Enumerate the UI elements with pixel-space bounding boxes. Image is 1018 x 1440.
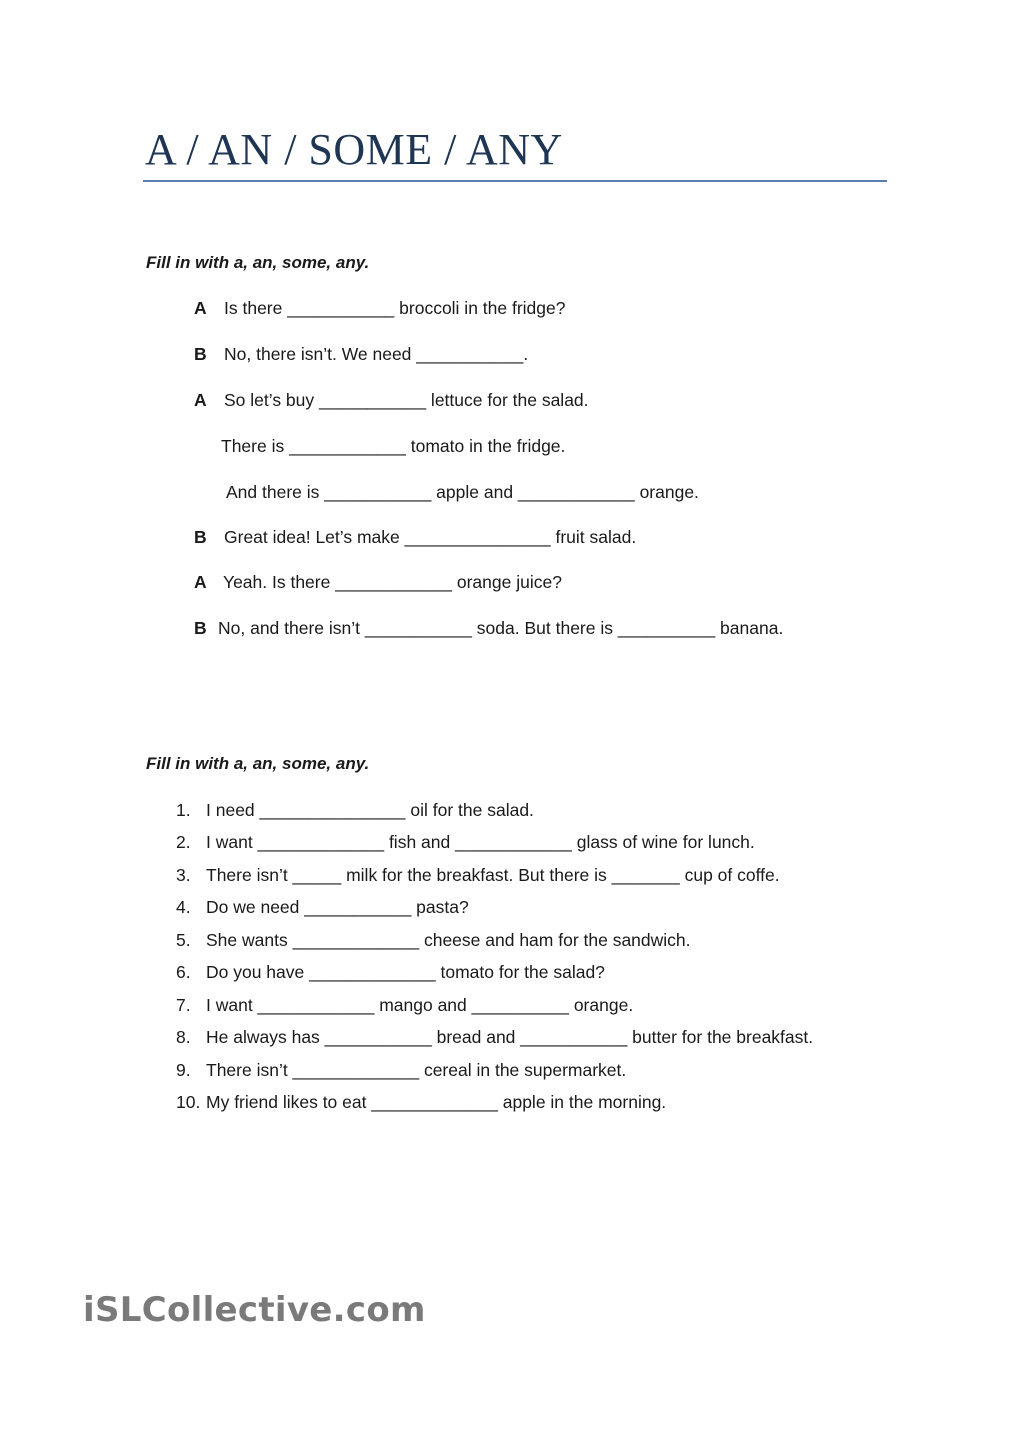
item-text: Do you have _____________ tomato for the salad? xyxy=(206,962,605,982)
list-item xyxy=(176,961,605,983)
list-item xyxy=(176,1091,666,1113)
dialogue-line xyxy=(194,526,636,548)
dialogue-text: No, and there isn’t ___________ soda. But there is __________ banana. xyxy=(218,618,784,638)
speaker-label: A xyxy=(194,298,207,318)
dialogue-line xyxy=(221,435,565,457)
list-item xyxy=(176,929,691,951)
list-item xyxy=(176,1026,813,1048)
dialogue-line xyxy=(226,481,699,503)
item-text: Do we need ___________ pasta? xyxy=(206,897,469,917)
list-item xyxy=(176,799,534,821)
dialogue-line xyxy=(194,389,589,411)
speaker-label: A xyxy=(194,390,207,410)
dialogue-line xyxy=(194,297,566,319)
item-number: 10. xyxy=(176,1092,201,1112)
item-text: She wants _____________ cheese and ham for the sandwich. xyxy=(206,930,691,950)
dialogue-line xyxy=(194,571,562,593)
dialogue-text: No, there isn’t. We need ___________. xyxy=(224,344,529,364)
dialogue-text: There is ____________ tomato in the fridge. xyxy=(221,436,566,456)
list-item xyxy=(176,831,755,853)
item-number: 3. xyxy=(176,865,191,885)
title-underline xyxy=(143,180,887,182)
item-text: I want ____________ mango and __________ orange. xyxy=(206,995,634,1015)
item-number: 1. xyxy=(176,800,191,820)
item-number: 2. xyxy=(176,832,191,852)
item-text: I want _____________ fish and ____________ glass of wine for lunch. xyxy=(206,832,755,852)
item-text: I need _______________ oil for the salad. xyxy=(206,800,534,820)
dialogue-text: Is there ___________ broccoli in the fridge? xyxy=(224,298,566,318)
item-text: My friend likes to eat _____________ apple in the morning. xyxy=(206,1092,667,1112)
list-item xyxy=(176,1059,626,1081)
item-number: 6. xyxy=(176,962,191,982)
watermark-logo: iSLCollective.com xyxy=(83,1290,426,1330)
speaker-label: B xyxy=(194,618,207,638)
list-item xyxy=(176,896,469,918)
page-title: A / AN / SOME / ANY xyxy=(145,125,563,174)
dialogue-line xyxy=(194,343,528,365)
list-item xyxy=(176,994,633,1016)
dialogue-line xyxy=(194,617,783,639)
section1-instruction: Fill in with a, an, some, any. xyxy=(146,253,370,272)
item-text: There isn’t _____________ cereal in the supermarket. xyxy=(206,1060,627,1080)
dialogue-text: Great idea! Let’s make _______________ fruit salad. xyxy=(224,527,637,547)
dialogue-text: Yeah. Is there ____________ orange juice? xyxy=(223,572,562,592)
item-number: 7. xyxy=(176,995,191,1015)
item-number: 4. xyxy=(176,897,191,917)
speaker-label: A xyxy=(194,572,207,592)
dialogue-text: So let’s buy ___________ lettuce for the salad. xyxy=(224,390,589,410)
list-item xyxy=(176,864,780,886)
item-text: He always has ___________ bread and ___________ butter for the breakfast. xyxy=(206,1027,814,1047)
item-number: 9. xyxy=(176,1060,191,1080)
speaker-label: B xyxy=(194,344,207,364)
speaker-label: B xyxy=(194,527,207,547)
dialogue-text: And there is ___________ apple and ____________ orange. xyxy=(226,482,699,502)
section2-instruction: Fill in with a, an, some, any. xyxy=(146,754,370,773)
item-number: 5. xyxy=(176,930,191,950)
item-text: There isn’t _____ milk for the breakfast. But there is _______ cup of coffe. xyxy=(206,865,780,885)
item-number: 8. xyxy=(176,1027,191,1047)
